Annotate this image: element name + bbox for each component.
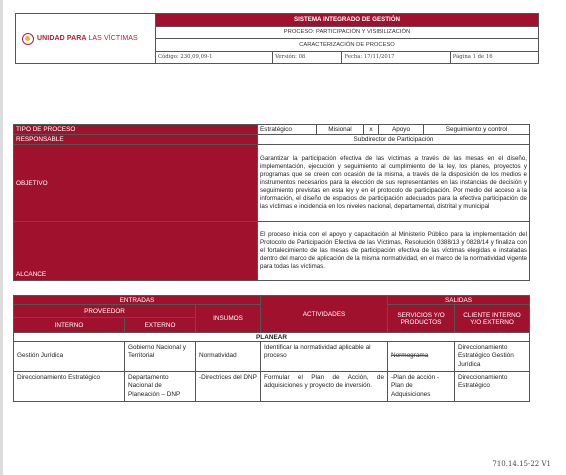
alcance-label: ALCANCE <box>14 222 258 281</box>
tipo-label: TIPO DE PROCESO <box>14 125 258 135</box>
seal-icon <box>22 33 34 45</box>
logo-cell <box>16 14 156 64</box>
responsable-label: RESPONSABLE <box>14 135 258 145</box>
page-number: Página 1 de 16 <box>450 51 538 64</box>
page-edge <box>0 0 3 475</box>
doc-version: Versión: 08 <box>273 51 342 64</box>
row-externo: Departamento Nacional de Planeación – DNP <box>125 371 196 401</box>
entradas-salidas-table <box>13 295 530 402</box>
alcance-text: El proceso inicia con el apoyo y capacitación al Ministerio Público para la implementación del Protocolo de Participación Efectiva de las Víctimas, Resolución 0388/13 y 0828/14 y finaliza con el fortalecimiento de las mesas de participación efectiva de las víctimas elegidas e instaladas dentro del marco de aplicación de la misma normatividad, en el marco de la normatividad vigente para todas las víctimas. <box>258 222 530 281</box>
tipo-option-estrategico: Estratégico <box>258 125 317 135</box>
proveedor-header: PROVEEDOR <box>14 305 196 318</box>
row-interno: Direccionamiento Estratégico <box>14 371 125 401</box>
document-title: CARACTERIZACIÓN DE PROCESO <box>156 39 539 52</box>
row-cliente: Direccionamiento Estratégico <box>455 371 530 401</box>
row-servicio: -Plan de acción -Plan de Adquisiciones <box>388 371 455 401</box>
table-row <box>14 342 530 372</box>
objetivo-text: Garantizar la participación efectiva de las víctimas a través de las mesas en el diseño, implementación, ejecución y seguimiento al cumplimiento de la ley, los planes, proyectos y programas que se creen con ocasión de la misma, a través de la disposición de los medios e instrumentos necesarios para la elección de sus representantes en las instancias de decisión y seguimiento previstas en esta ley y en el protocolo de participación. Por medio del acceso a la información, el diseño de espacios de participación adecuados para la efectiva participación de las víctimas e incidencia en los niveles nacional, departamental, distrital y municipal <box>258 145 530 222</box>
row-servicio: Normograma <box>391 352 429 360</box>
system-title: SISTEMA INTEGRADO DE GESTIÓN <box>156 14 539 27</box>
row-externo: Gobierno Nacional y Territorial <box>125 342 196 372</box>
row-insumo: -Directrices del DNP <box>196 371 261 401</box>
entradas-header: ENTRADAS <box>14 296 261 305</box>
tipo-option-apoyo: Apoyo <box>379 125 424 135</box>
logo-text-b: LAS VÍCTIMAS <box>88 35 138 42</box>
row-insumo: Normatividad <box>196 342 261 372</box>
document-header <box>15 13 539 64</box>
planear-section-label: PLANEAR <box>14 333 530 342</box>
logo-text-a: UNIDAD PARA <box>37 35 89 42</box>
doc-date: Fecha: 17/11/2017 <box>342 51 450 64</box>
tipo-option-seguimiento: Seguimiento y control <box>424 125 530 135</box>
doc-code: Código: 230,09,09-1 <box>156 51 273 64</box>
unidad-victimas-logo <box>18 33 153 45</box>
process-name: PROCESO: PARTICIPACIÓN Y VISIBILIZACIÓN <box>156 26 539 39</box>
responsable-value: Subdirector de Participación <box>258 135 530 145</box>
actividades-header: ACTIVIDADES <box>261 296 388 333</box>
servicios-header: SERVICIOS Y/O PRODUCTOS <box>388 305 455 333</box>
objetivo-label: OBJETIVO <box>14 145 258 222</box>
interno-header: INTERNO <box>14 318 125 333</box>
salidas-header: SALIDAS <box>388 296 530 305</box>
tipo-option-misional: Misional <box>317 125 364 135</box>
row-actividad: Formular el Plan de Acción, de adquisiciones y proyecto de inversión. <box>261 371 388 401</box>
tipo-check-mark: x <box>364 125 379 135</box>
row-cliente: Direccionamiento Estratégico Gestión Jurídica <box>455 342 530 372</box>
row-actividad: Identificar la normatividad aplicable al proceso <box>261 342 388 372</box>
cliente-header: CLIENTE INTERNO Y/O EXTERNO <box>455 305 530 333</box>
insumos-header: INSUMOS <box>196 305 261 333</box>
row-interno: Gestión Jurídica <box>14 342 125 372</box>
table-row <box>14 371 530 401</box>
externo-header: EXTERNO <box>125 318 196 333</box>
process-description-table <box>13 124 530 281</box>
form-code: 710.14.15-22 V1 <box>492 460 551 468</box>
